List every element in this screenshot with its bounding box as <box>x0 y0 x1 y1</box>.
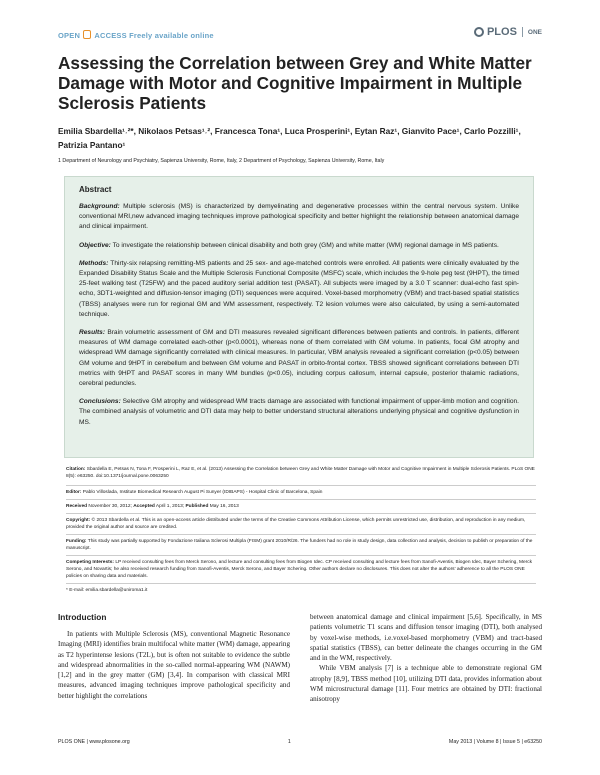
divider <box>66 485 536 486</box>
journal-logo-sub: ONE <box>527 28 542 36</box>
intro-paragraph: between anatomical damage and clinical impairment [5,6]. Specifically, in MS patients volumetric T1 scans and diffusion tensor imaging (DTI), both analysed by voxel-wise methods, i.e.voxel-based morphometry (VBM) and tract-based spatial statistics (TBSS), can better delineate the changes occurring in the GM and in the WM, respectively. <box>310 613 542 663</box>
open-lock-icon <box>83 30 91 39</box>
abstract-results: Results: Brain volumetric assessment of GM and DTI measures revealed significant differences between patients and controls. In patients, different measures of WM damage correlated each-other (p<0.0001), whereas none of them correlated with GM volume. In patients, focal GM atrophy and widespread WM damage significantly correlated with clinical measures. In particular, VBM analysis revealed a significant correlation (p<0.05) between GM volume and 9HPT in cerebellum and between GM volume and PASAT in orbito-frontal cortex. TBSS showed significant correlations between DTI metrics with 9HPT and PASAT scores in many WM bundles (p<0.05), including corpus callosum, internal capsule, posterior thalamic radiations, cerebral peduncles. <box>79 329 519 388</box>
copyright: Copyright: © 2013 Sbardella et al. This is an open-access article distributed under the terms of the Creative Commons Attribution License, which permits unrestricted use, distribution, and reproduction in any medium, provided the original author and source are credited. <box>66 518 526 530</box>
abstract-objective: Objective: To investigate the relationship between clinical disability and both grey (GM) and white matter (WM) regional damage in MS patients. <box>79 241 499 249</box>
affiliations: 1 Department of Neurology and Psychiatry, Sapienza University, Rome, Italy, 2 Department of Psychology, Sapienza University, Rome, Italy <box>58 158 385 164</box>
plos-logo-icon <box>474 27 484 37</box>
open-access-label: OPEN ACCESS Freely available online <box>58 31 214 40</box>
corresponding-email[interactable]: * E-mail: emilia.sbardella@uniroma1.it <box>66 588 148 593</box>
section-heading-introduction: Introduction <box>58 612 107 622</box>
citation: Citation: Sbardella E, Petsas N, Tona F, Prosperini L, Raz E, et al. (2013) Assessing the Correlation between Grey and White Matter Damage with Motor and Cognitive Impairment in Multiple Sclerosis Patients. PLoS ONE 8(5): e63250. doi:10.1371/journal.pone.0063250 <box>66 467 535 479</box>
abstract-background: Background: Multiple sclerosis (MS) is characterized by demyelinating and degenerative processes within the central nervous system. Unlike conventional MRI,new advanced imaging techniques improve pathological specificity and better highlight the relationship between anatomical damage and clinical impairment. <box>79 203 519 231</box>
footer-issue: May 2013 | Volume 8 | Issue 5 | e63250 <box>448 739 542 745</box>
competing-interests: Competing Interests: LP received consulting fees from Merck Serono, and lecture and consulting fees from Biogen Idec. CP received consulting and lecture fees from Sanofi-Aventis, Biogen Idec, Bayer Schering, Merck Serono, and Novartis; he also received research funding from Sanofi-Aventis, Merck Serono, and Bayer Schering. Other authors declare no disclosures. This does not alter the authors' adherence to all the PLOS ONE policies on sharing data and materials. <box>66 560 533 579</box>
editor: Editor: Pablo Villoslada, Institute Biomedical Research August Pi Sunyer (IDIBAPS) - Hospital Clinic of Barcelona, Spain <box>66 490 323 495</box>
abstract-conclusions: Conclusions: Selective GM atrophy and widespread WM tracts damage are associated with functional impairment of upper-limb motion and cognition. The combined analysis of volumetric and DTI data may help to better understand structural alterations underlying physical and cognitive dysfunction in MS. <box>79 398 519 426</box>
page-footer <box>58 739 542 745</box>
divider <box>66 513 536 514</box>
abstract-methods: Methods: Thirty-six relapsing remitting-MS patients and 25 sex- and age-matched controls were enrolled. All patients were clinically evaluated by the Expanded Disability Status Scale and the Multiple Sclerosis Functional Composite (MSFC) scale, which includes the 9-hole peg test (9HPT), the timed 25-feet walking test (T25FW) and the paced auditory serial addition test (PASAT). All subjects were imaged by a 3.0 T scanner: dual-echo fast spin-echo, 3DT1-weighted and diffusion-tensor imaging (DTI) sequences were acquired. Voxel-based morphometry (VBM) and tract-based spatial statistics (TBSS) analyses were run for regional GM and WM assessment, respectively. T2 lesion volumes were also calculated, by using a semi-automated technique. <box>79 259 519 318</box>
logo-divider <box>522 27 523 37</box>
dates: Received November 30, 2012; Accepted April 1, 2013; Published May 16, 2013 <box>66 504 239 509</box>
divider <box>66 583 536 584</box>
intro-paragraph: While VBM analysis [7] is a technique able to demonstrate regional GM atrophy [8,9], TBSS method [10], utilizing DTI data, provides information about WM microstructural damage [11]. Four metrics are obtained by DTI: fractional anisotropy <box>310 664 542 704</box>
divider <box>66 534 536 535</box>
divider <box>66 499 536 500</box>
abstract-box <box>64 176 534 458</box>
intro-paragraph: In patients with Multiple Sclerosis (MS), conventional Magnetic Resonance Imaging (MRI) identifies brain multifocal white matter (WM) damage, appearing as T2 hyperintense lesions (T2L), but is often not suitable to evidence the subtle and widespread abnormalities in the so-called normal-appearing WM (NAWM) [1,2] and in the grey matter (GM) [3,4]. In comparison with classical MRI measures, advanced imaging techniques improve pathological specificity and better highlight the correlations <box>58 630 290 700</box>
funding: Funding: This study was partially supported by Fondazione Italiana Sclerosi Multipla (FISM) grant 2010/R/26. The funders had no role in study design, data collection and analysis, decision to publish or preparation of the manuscript. <box>66 539 533 551</box>
paper-title: Assessing the Correlation between Grey and White Matter Damage with Motor and Cognitive Impairment in Multiple Sclerosis Patients <box>58 53 532 113</box>
journal-logo-text: PLOS <box>486 26 517 38</box>
page-number: 1 <box>287 739 291 745</box>
author-list: Emilia Sbardella¹˒²*, Nikolaos Petsas¹˒², Francesca Tona¹, Luca Prosperini¹, Eytan Raz¹, Gianvito Pace¹, Carlo Pozzilli¹, Patrizia Pantano¹ <box>58 126 521 150</box>
left-column <box>58 629 290 701</box>
footer-journal-url[interactable]: PLOS ONE | www.plosone.org <box>58 739 130 745</box>
divider <box>66 555 536 556</box>
journal-logo <box>474 26 542 38</box>
abstract-heading: Abstract <box>79 185 112 194</box>
right-column <box>310 612 542 705</box>
